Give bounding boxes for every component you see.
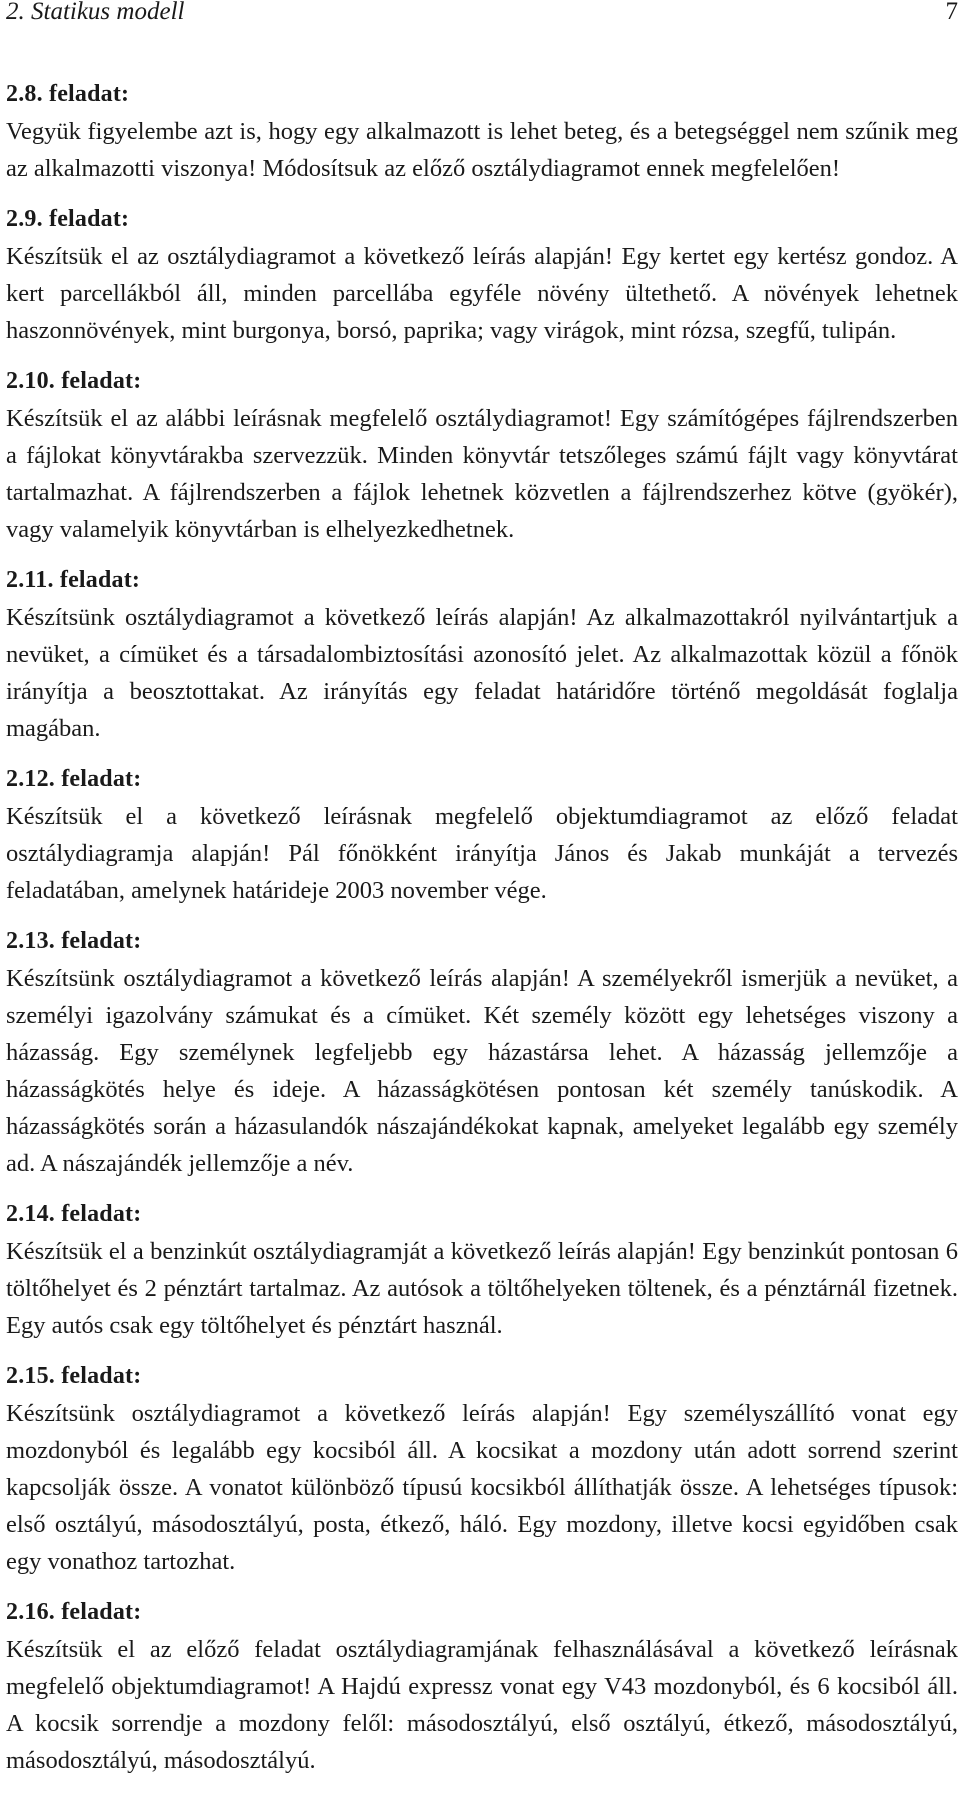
exercise-2-15: [6, 1358, 958, 1580]
exercise-title: 2.10. feladat:: [6, 368, 142, 394]
exercise-2-9: [6, 201, 958, 349]
exercise-text: Készítsük el az osztálydiagramot a következő leírás alapján! Egy kertet egy kertész gondoz. A kert parcellákból áll, minden parcellába egyféle növény ültethető. A növények lehetnek haszonnövények, mint burgonya, borsó, paprika; vagy virágok, mint rózsa, szegfű, tulipán.: [6, 243, 958, 344]
exercise-text: Készítsük el a benzinkút osztálydiagramját a következő leírás alapján! Egy benzinkút pontosan 6 töltőhelyet és 2 pénztárt tartalmaz. Az autósok a töltőhelyeken töltenek, és a pénztárnál fizetnek. Egy autós csak egy töltőhelyet és pénztárt használ.: [6, 1238, 958, 1339]
exercise-text: Készítsük el az alábbi leírásnak megfelelő osztálydiagramot! Egy számítógépes fájlrendszerben a fájlokat könyvtárakba szervezzük. Minden könyvtár tetszőleges számú fájlt vagy könyvtárat tartalmazhat. A fájlrendszerben a fájlok lehetnek közvetlen a fájlrendszerhez kötve (gyökér), vagy valamelyik könyvtárban is elhelyezkedhetnek.: [6, 405, 958, 543]
exercise-text: Készítsünk osztálydiagramot a következő leírás alapján! Az alkalmazottakról nyilvántartjuk a nevüket, a címüket és a társadalombiztosítási azonosító jelet. Az alkalmazottak közül a főnök irányítja a beosztottakat. Az irányítás egy feladat határidőre történő megoldását foglalja magában.: [6, 604, 958, 742]
exercise-2-12: [6, 761, 958, 909]
running-header: [6, 0, 958, 32]
exercise-2-13: [6, 923, 958, 1182]
exercise-title: 2.16. feladat:: [6, 1599, 142, 1625]
exercise-2-8: [6, 76, 958, 187]
exercise-2-11: [6, 562, 958, 747]
exercise-title: 2.14. feladat:: [6, 1201, 142, 1227]
exercise-text: Vegyük figyelembe azt is, hogy egy alkalmazott is lehet beteg, és a betegséggel nem szűnik meg az alkalmazotti viszonya! Módosítsuk az előző osztálydiagramot ennek megfelelően!: [6, 118, 958, 182]
exercise-title: 2.13. feladat:: [6, 928, 142, 954]
exercise-title: 2.9. feladat:: [6, 206, 130, 232]
chapter-title: 2. Statikus modell: [6, 0, 185, 25]
exercise-text: Készítsük el a következő leírásnak megfelelő objektumdiagramot az előző feladat osztálydiagramja alapján! Pál főnökként irányítja János és Jakab munkáját a tervezés feladatában, amelynek határideje 2003 november vége.: [6, 803, 958, 904]
exercise-title: 2.11. feladat:: [6, 567, 141, 593]
page-number: 7: [945, 0, 958, 25]
exercise-text: Készítsünk osztálydiagramot a következő leírás alapján! Egy személyszállító vonat egy mozdonyból és legalább egy kocsiból áll. A kocsikat a mozdony után adott sorrend szerint kapcsolják össze. A vonatot különböző típusú kocsikból állíthatják össze. A lehetséges típusok: első osztályú, másodosztályú, posta, étkező, háló. Egy mozdony, illetve kocsi egyidőben csak egy vonathoz tartozhat.: [6, 1400, 958, 1575]
exercise-text: Készítsük el az előző feladat osztálydiagramjának felhasználásával a következő leírásnak megfelelő objektumdiagramot! A Hajdú expressz vonat egy V43 mozdonyból, és 6 kocsiból áll. A kocsik sorrendje a mozdony felől: másodosztályú, első osztályú, étkező, másodosztályú, másodosztályú, másodosztályú.: [6, 1636, 958, 1774]
exercise-2-10: [6, 363, 958, 548]
exercise-text: Készítsünk osztálydiagramot a következő leírás alapján! A személyekről ismerjük a nevüket, a személyi igazolvány számukat és a címüket. Két személy között egy lehetséges viszony a házasság. Egy személynek legfeljebb egy házastársa lehet. A házasság jellemzője a házasságkötés helye és ideje. A házasságkötésen pontosan két személy tanúskodik. A házasságkötés során a házasulandók nászajándékokat kapnak, amelyeket legalább egy személy ad. A nászajándék jellemzője a név.: [6, 965, 958, 1177]
exercise-title: 2.8. feladat:: [6, 81, 130, 107]
exercise-2-16: [6, 1594, 958, 1779]
exercise-list: [6, 76, 958, 1793]
exercise-title: 2.15. feladat:: [6, 1363, 142, 1389]
document-page: [6, 0, 958, 1774]
exercise-title: 2.12. feladat:: [6, 766, 142, 792]
exercise-2-14: [6, 1196, 958, 1344]
